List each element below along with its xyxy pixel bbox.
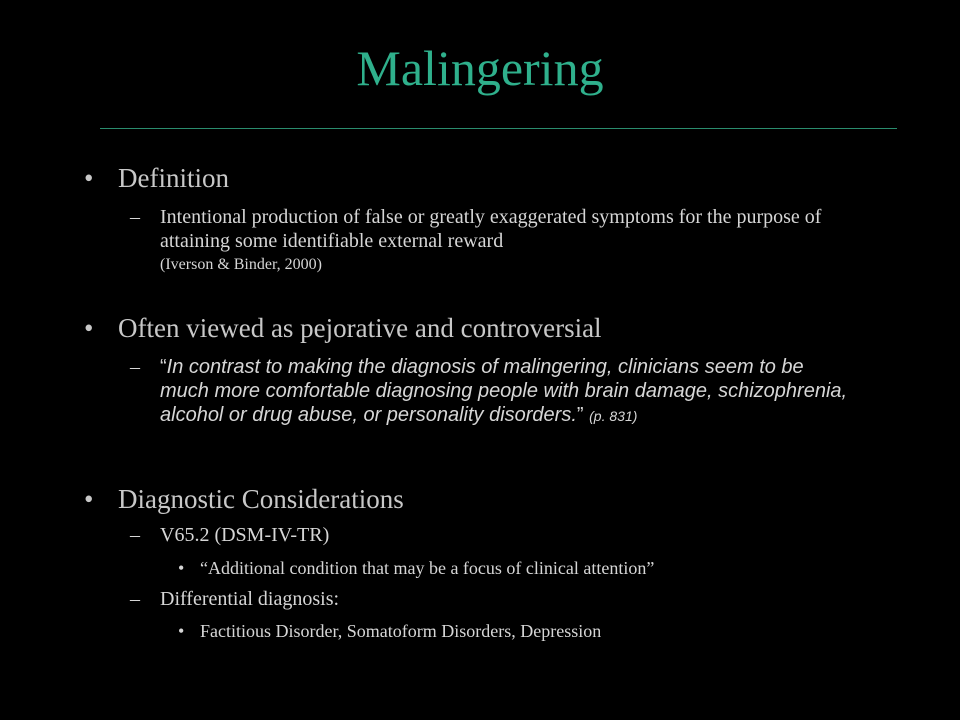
dash-marker: – — [130, 588, 140, 610]
dash-marker: – — [130, 206, 140, 228]
bullet-text: Diagnostic Considerations — [118, 484, 404, 514]
dash-marker: – — [130, 356, 140, 378]
bullet-text: Often viewed as pejorative and controversial — [118, 313, 602, 343]
bullet-text: Definition — [118, 163, 229, 193]
bullet-diagnostic — [84, 484, 404, 514]
subpoint-text: Intentional production of false or greatly exaggerated symptoms for the purpose of attaining some identifiable external reward — [160, 206, 822, 252]
slide-title: Malingering — [356, 40, 604, 96]
citation: (p. 831) — [589, 408, 638, 424]
open-quote: “ — [160, 356, 167, 378]
item-differential-list — [178, 620, 840, 642]
subpoint-quote — [130, 355, 850, 428]
dash-marker: – — [130, 524, 140, 546]
bullet-definition — [84, 163, 229, 193]
subpoint-text: Differential diagnosis: — [160, 588, 340, 610]
citation: (Iverson & Binder, 2000) — [160, 256, 322, 273]
bullet-marker: • — [178, 558, 185, 578]
quote-text: In contrast to making the diagnosis of malingering, clinicians seem to be much more comfortable diagnosing people with brain damage, schizophrenia, alcohol or drug abuse, or personality disorders. — [160, 356, 848, 426]
item-text: Factitious Disorder, Somatoform Disorders, Depression — [200, 621, 602, 641]
bullet-marker: • — [84, 313, 94, 343]
close-quote: ” — [576, 404, 584, 426]
bullet-pejorative — [84, 313, 602, 343]
item-additional-condition — [178, 557, 840, 579]
subpoint-definition — [130, 205, 860, 277]
item-text: “Additional condition that may be a focus of clinical attention” — [200, 558, 655, 578]
subpoint-differential — [130, 587, 860, 611]
bullet-marker: • — [84, 163, 94, 193]
subpoint-text: V65.2 (DSM-IV-TR) — [160, 524, 330, 546]
bullet-marker: • — [84, 484, 94, 514]
subpoint-dsm — [130, 523, 860, 547]
bullet-marker: • — [178, 621, 185, 641]
